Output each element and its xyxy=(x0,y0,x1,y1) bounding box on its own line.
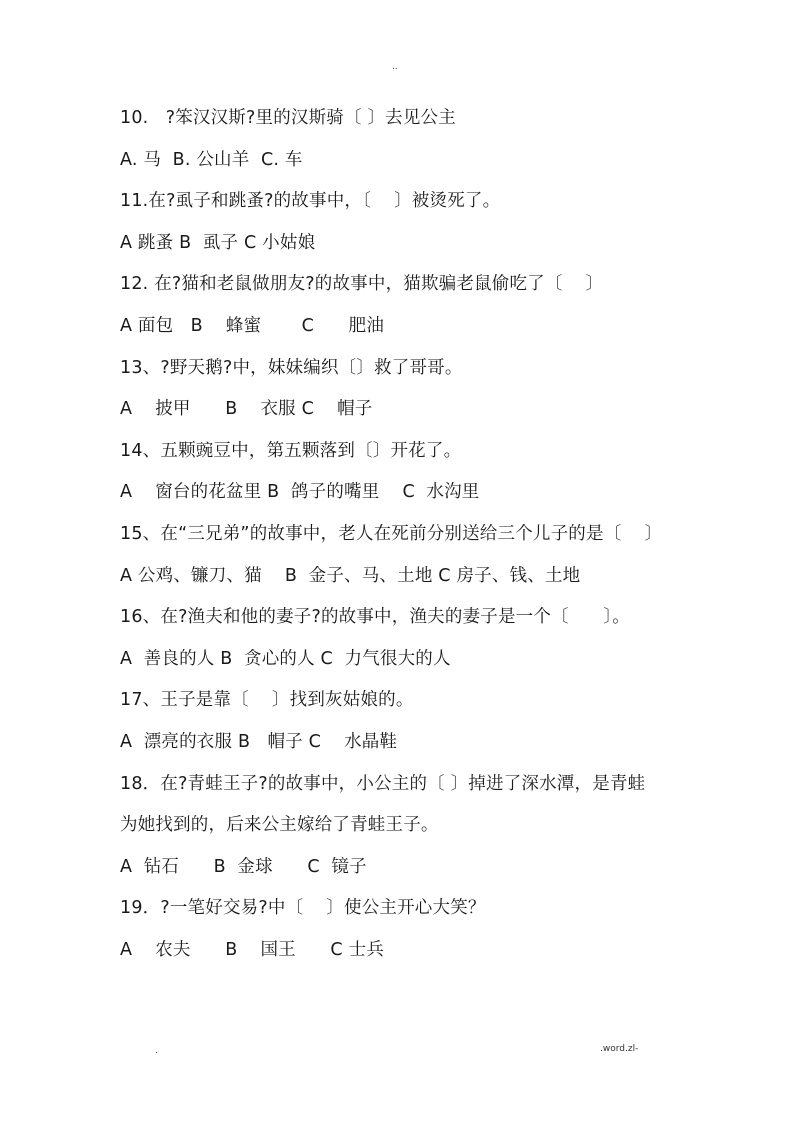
question-19: 19．?一笔好交易?中〔 〕使公主开心大笑？ xyxy=(120,898,486,919)
options-10: A. 马 B. 公山羊 C. 车 xyxy=(120,149,303,170)
question-13: 13、?野天鹅?中，妹妹编织〔〕救了哥哥。 xyxy=(120,357,463,378)
question-12: 12. 在?猫和老鼠做朋友?的故事中，猫欺骗老鼠偷吃了〔 〕 xyxy=(120,274,604,295)
footer-right-mark: .word.zl- xyxy=(600,1044,639,1054)
options-17: A 漂亮的衣服 B 帽子 C 水晶鞋 xyxy=(120,731,398,752)
options-19: A 农夫 B 国王 C 士兵 xyxy=(120,939,385,960)
options-14: A 窗台的花盆里 B 鸽子的嘴里 C 水沟里 xyxy=(120,482,480,503)
question-18-continued: 为她找到的，后来公主嫁给了青蛙王子。 xyxy=(120,815,439,836)
question-15: 15、在“三兄弟”的故事中，老人在死前分别送给三个儿子的是〔 〕 xyxy=(120,523,663,544)
options-18: A 钻石 B 金球 C 镜子 xyxy=(120,856,367,877)
question-list xyxy=(120,98,720,971)
question-18: 18．在?青蛙王子?的故事中，小公主的〔 〕掉进了深水潭，是青蛙 xyxy=(120,773,646,794)
header-mark: .. xyxy=(392,62,398,72)
options-16: A 善良的人 B 贪心的人 C 力气很大的人 xyxy=(120,648,451,669)
options-15: A 公鸡、镰刀、猫 B 金子、马、土地 C 房子、钱、土地 xyxy=(120,565,581,586)
question-11: 11.在?虱子和跳蚤?的故事中，〔 〕被烫死了。 xyxy=(120,191,501,212)
options-11: A 跳蚤 B 虱子 C 小姑娘 xyxy=(120,232,316,253)
question-10: 10. ?笨汉汉斯?里的汉斯骑〔 〕去见公主 xyxy=(120,108,456,128)
options-13: A 披甲 B 衣服 C 帽子 xyxy=(120,399,373,420)
footer-left-mark: . xyxy=(155,1046,158,1056)
question-16: 16、在?渔夫和他的妻子?的故事中，渔夫的妻子是一个〔 〕。 xyxy=(120,607,630,628)
question-14: 14、五颗豌豆中，第五颗落到〔〕开花了。 xyxy=(120,440,462,461)
question-17: 17、王子是靠〔 〕找到灰姑娘的。 xyxy=(120,690,414,711)
options-12: A 面包 B 蜂蜜 C 肥油 xyxy=(120,315,385,336)
